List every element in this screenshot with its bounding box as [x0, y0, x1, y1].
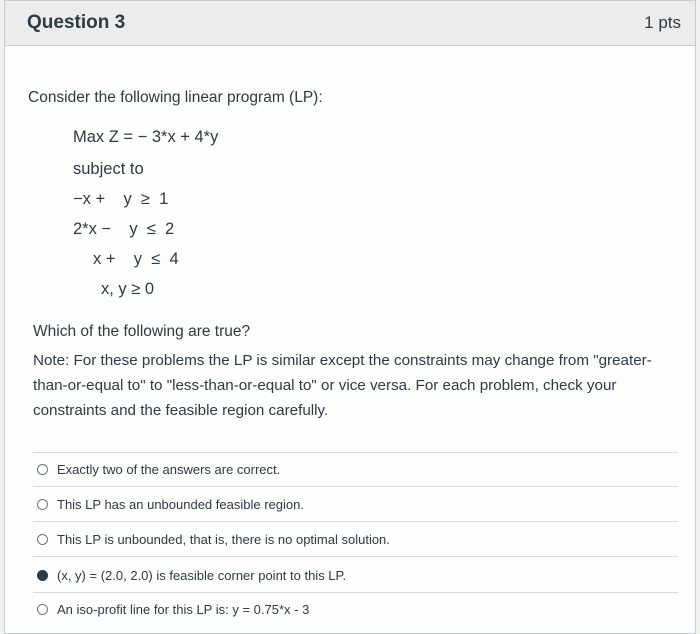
- radio-button[interactable]: [37, 534, 48, 545]
- question-points: 1 pts: [644, 13, 681, 32]
- divider: [33, 592, 678, 593]
- divider: [33, 521, 678, 522]
- answer-option-1[interactable]: [37, 456, 677, 482]
- radio-button-selected[interactable]: [37, 570, 48, 581]
- note-text: Note: For these problems the LP is similar except the constraints may change from "greater-than-or-equal to" to "less-than-or-equal to" or vice versa. For each problem, check your constraints and the feasible region carefully.: [33, 352, 652, 419]
- radio-button[interactable]: [37, 604, 48, 615]
- lp-nonnegativity: x, y ≥ 0: [101, 280, 155, 298]
- radio-button[interactable]: [37, 499, 48, 510]
- answer-option-4[interactable]: [37, 562, 677, 588]
- answer-option-3[interactable]: [37, 526, 677, 552]
- answer-label: Exactly two of the answers are correct.: [57, 461, 281, 477]
- divider: [33, 486, 678, 487]
- answer-label: (x, y) = (2.0, 2.0) is feasible corner point to this LP.: [57, 567, 347, 583]
- lp-subject-to: subject to: [73, 160, 144, 178]
- answer-option-5[interactable]: [37, 596, 677, 622]
- lp-objective: Max Z = − 3*x + 4*y: [73, 128, 219, 146]
- answer-label: An iso-profit line for this LP is: y = 0.75*x - 3: [57, 601, 310, 617]
- intro-text: Consider the following linear program (LP):: [28, 89, 323, 106]
- radio-button[interactable]: [37, 464, 48, 475]
- divider: [33, 452, 678, 453]
- lp-constraint-1: −x + y ≥ 1: [73, 190, 169, 208]
- question-header: [5, 1, 695, 46]
- answer-label: This LP is unbounded, that is, there is no optimal solution.: [57, 531, 390, 547]
- question-card: [4, 0, 696, 634]
- answer-option-2[interactable]: [37, 491, 677, 517]
- lp-constraint-2: 2*x − y ≤ 2: [73, 220, 175, 238]
- divider: [33, 556, 678, 557]
- question-title: Question 3: [27, 12, 126, 33]
- prompt-text: Which of the following are true?: [33, 323, 251, 340]
- answer-label: This LP has an unbounded feasible region.: [57, 496, 304, 512]
- lp-constraint-3: x + y ≤ 4: [93, 250, 179, 268]
